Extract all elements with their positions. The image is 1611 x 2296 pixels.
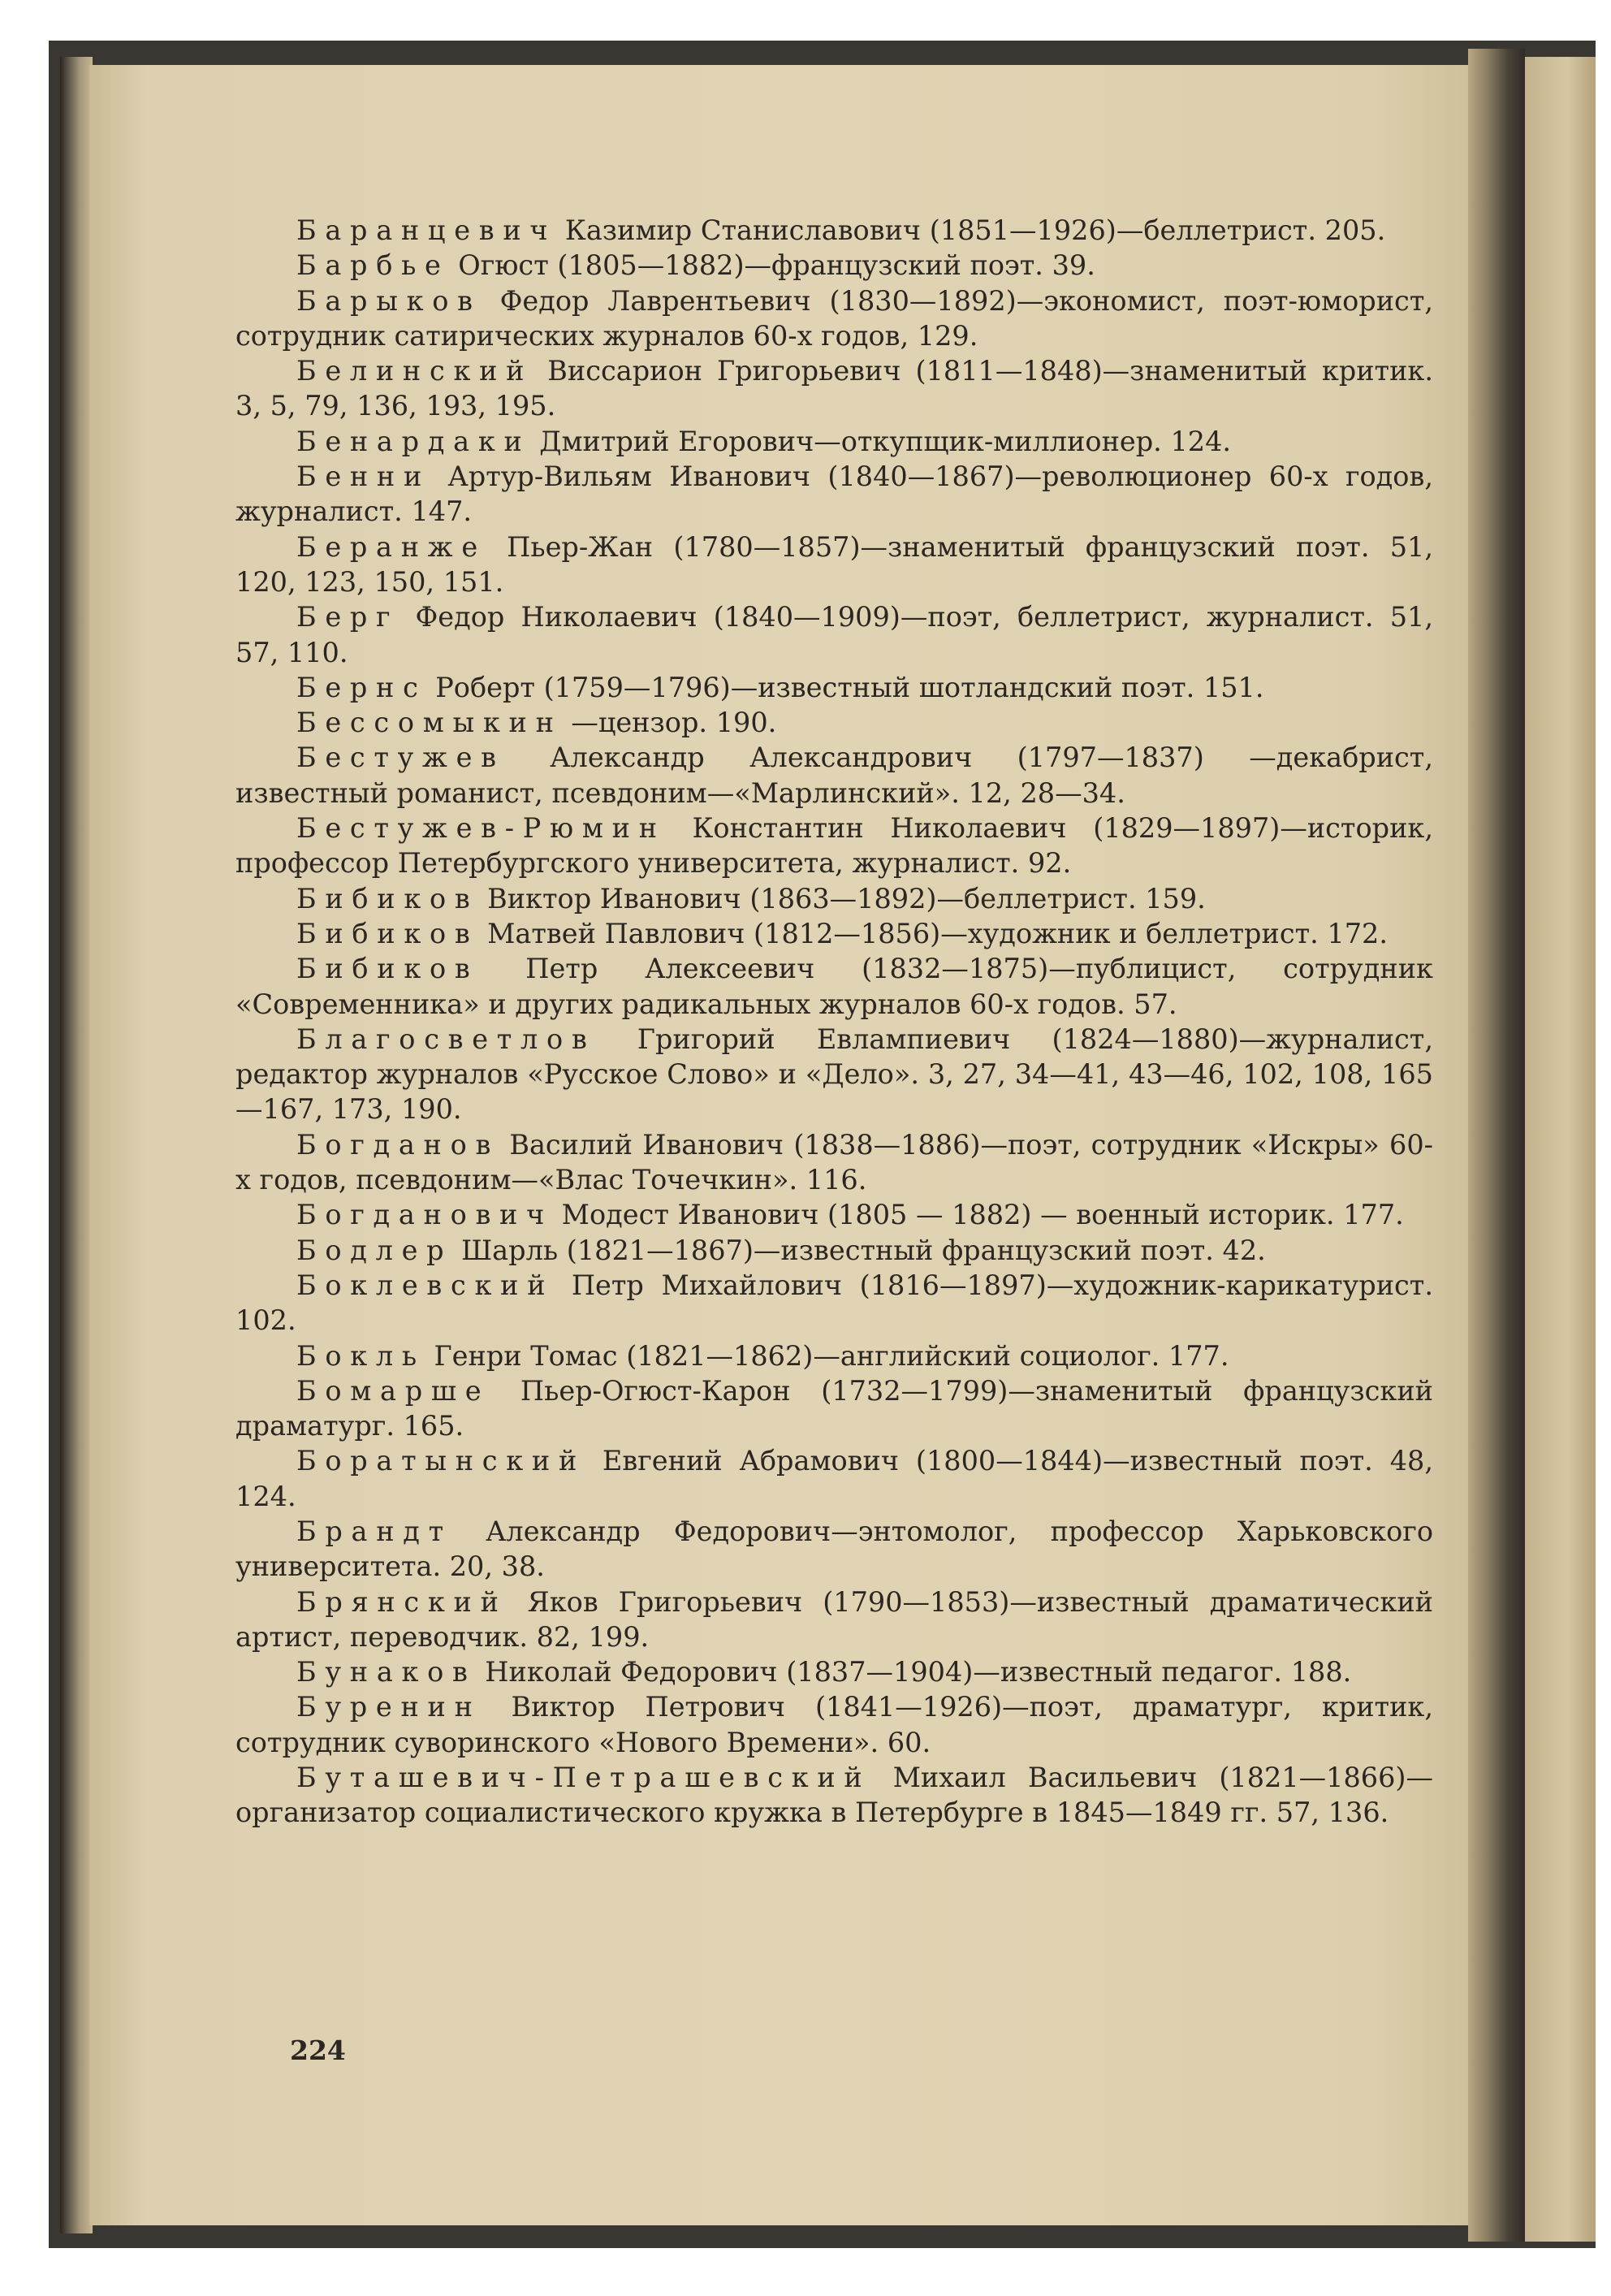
- entry-name: Богданов: [296, 1128, 500, 1161]
- index-entry: [235, 353, 1433, 424]
- entry-name: Бомарше: [296, 1374, 490, 1407]
- entry-text: Дмитрий Егорович—откупщик-миллионер. 124.: [539, 425, 1232, 457]
- entry-text: Александр Александрович (1797—1837) —декабрист, известный романист, псевдоним—«Марлинский». 12, 28—34.: [235, 742, 1433, 809]
- entry-name: Боклевский: [296, 1269, 555, 1301]
- entry-name: Бодлер: [296, 1234, 453, 1266]
- entry-name: Бунаков: [296, 1656, 477, 1688]
- entry-name: Берг: [296, 601, 400, 633]
- index-entry: [235, 1585, 1433, 1655]
- entry-text: Федор Николаевич (1840—1909)—поэт, беллетрист, журналист. 51, 57, 110.: [235, 601, 1433, 668]
- index-entry: [235, 248, 1433, 283]
- entry-name: Баранцевич: [296, 214, 557, 246]
- index-entry: [235, 1373, 1433, 1444]
- entry-name: Барыков: [296, 284, 482, 317]
- entry-name: Боратынский: [296, 1445, 586, 1477]
- index-entry: [235, 213, 1433, 248]
- entry-text: Петр Михайлович (1816—1897)—художник-карикатурист. 102.: [235, 1269, 1433, 1337]
- index-entry: [235, 424, 1433, 459]
- entry-name: Барбье: [296, 249, 450, 282]
- entry-text: Виссарион Григорьевич (1811—1848)—знаменитый критик. 3, 5, 79, 136, 193, 195.: [235, 355, 1433, 422]
- entry-name: Беранже: [296, 530, 486, 563]
- entry-text: Петр Алексеевич (1832—1875)—публицист, сотрудник «Современника» и других радикальных журналов 60-х годов. 57.: [235, 953, 1433, 1020]
- index-entry: [235, 530, 1433, 600]
- entry-text: Матвей Павлович (1812—1856)—художник и беллетрист. 172.: [487, 917, 1389, 949]
- entry-text: Артур-Вильям Иванович (1840—1867)—революционер 60-х годов, журналист. 147.: [235, 460, 1433, 528]
- index-entry: [235, 1268, 1433, 1338]
- index-entry: [235, 1760, 1433, 1831]
- entry-text: Модест Иванович (1805 — 1882) — военный историк. 177.: [561, 1199, 1404, 1231]
- page-edge-left: [60, 57, 93, 2233]
- entry-text: Евгений Абрамович (1800—1844)—известный поэт. 48, 124.: [235, 1445, 1433, 1512]
- index-entry: [235, 599, 1433, 670]
- entry-text: Генри Томас (1821—1862)—английский социолог. 177.: [434, 1339, 1229, 1372]
- entry-name: Буташевич-Петрашевский: [296, 1762, 871, 1794]
- entry-text: Василий Иванович (1838—1886)—поэт, сотрудник «Искры» 60-х годов, псевдоним—«Влас Точечкин». 116.: [235, 1128, 1433, 1196]
- entry-name: Бессомыкин: [296, 707, 563, 739]
- index-entry: [235, 1197, 1433, 1232]
- entry-name: Белинский: [296, 355, 533, 387]
- index-entry: [235, 881, 1433, 916]
- entry-text: Александр Федорович—энтомолог, профессор Харьковского университета. 20, 38.: [235, 1515, 1433, 1583]
- index-entry: [235, 811, 1433, 881]
- index-entry: [235, 951, 1433, 1022]
- entry-text: Григорий Евлампиевич (1824—1880)—журналист, редактор журналов «Русское Слово» и «Дело». 3, 27, 34—41, 43—46, 102, 108, 165—167, 173, 190.: [235, 1023, 1433, 1126]
- entry-text: Константин Николаевич (1829—1897)—историк, профессор Петербургского университета, журналист. 92.: [235, 812, 1433, 880]
- entry-text: Виктор Иванович (1863—1892)—беллетрист. 159.: [487, 882, 1206, 915]
- book-gutter: [1468, 49, 1525, 2242]
- index-entry: [235, 670, 1433, 705]
- entry-name: Богданович: [296, 1199, 553, 1231]
- index-entry: [235, 1338, 1433, 1373]
- entry-name: Бестужев: [296, 742, 505, 774]
- entry-name: Брянский: [296, 1585, 507, 1618]
- entry-name: Бенни: [296, 460, 431, 493]
- entry-name: Бибиков: [296, 917, 479, 949]
- facing-page-edge: [1525, 57, 1596, 2242]
- entry-text: Федор Лаврентьевич (1830—1892)—экономист, поэт-юморист, сотрудник сатирических журналов 60-х годов, 129.: [235, 284, 1433, 352]
- entry-name: Благосветлов: [296, 1023, 596, 1055]
- index-entry: [235, 740, 1433, 811]
- entry-name: Буренин: [296, 1691, 482, 1723]
- index-entry: [235, 1654, 1433, 1689]
- index-of-names: [235, 213, 1433, 1831]
- entry-text: Николай Федорович (1837—1904)—известный педагог. 188.: [485, 1656, 1352, 1688]
- entry-name: Бестужев-Рюмин: [296, 812, 666, 845]
- entry-name: Бибиков: [296, 882, 479, 915]
- entry-name: Бибиков: [296, 953, 479, 985]
- entry-text: Шарль (1821—1867)—известный французский поэт. 42.: [460, 1234, 1266, 1266]
- entry-name: Бенардаки: [296, 425, 531, 457]
- index-entry: [235, 1514, 1433, 1585]
- entry-text: Яков Григорьевич (1790—1853)—известный драматический артист, переводчик. 82, 199.: [235, 1585, 1434, 1653]
- entry-text: Михаил Васильевич (1821—1866)—организатор социалистического кружка в Петербурге в 1845—1849 гг. 57, 136.: [235, 1762, 1433, 1829]
- entry-text: Пьер-Огюст-Карон (1732—1799)—знаменитый французский драматург. 165.: [235, 1374, 1433, 1442]
- entry-text: —цензор. 190.: [571, 707, 777, 739]
- entry-name: Брандт: [296, 1515, 452, 1547]
- index-entry: [235, 916, 1433, 951]
- index-entry: [235, 1689, 1433, 1760]
- index-entry: [235, 1022, 1433, 1127]
- entry-name: Бернс: [296, 671, 427, 703]
- index-entry: [235, 1233, 1433, 1268]
- entry-text: Виктор Петрович (1841—1926)—поэт, драматург, критик, сотрудник суворинского «Нового Времени». 60.: [235, 1691, 1433, 1758]
- index-entry: [235, 1443, 1433, 1514]
- entry-name: Бокль: [296, 1339, 425, 1372]
- index-entry: [235, 283, 1433, 354]
- index-entry: [235, 1127, 1433, 1198]
- entry-text: Огюст (1805—1882)—французский поэт. 39.: [458, 249, 1095, 282]
- entry-text: Роберт (1759—1796)—известный шотландский поэт. 151.: [435, 671, 1264, 703]
- index-entry: [235, 705, 1433, 740]
- entry-text: Казимир Станиславович (1851—1926)—беллетрист. 205.: [564, 214, 1386, 246]
- index-entry: [235, 459, 1433, 530]
- entry-text: Пьер-Жан (1780—1857)—знаменитый французский поэт. 51, 120, 123, 150, 151.: [235, 530, 1433, 598]
- page-number: 224: [290, 2034, 346, 2066]
